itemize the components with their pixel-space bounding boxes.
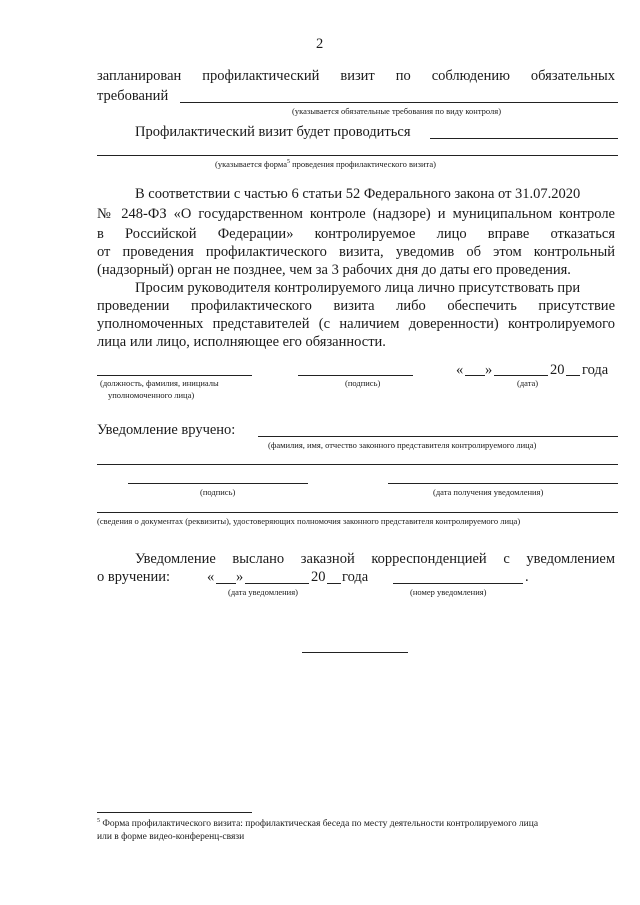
mailed-year-prefix: 20: [311, 569, 326, 585]
position-caption-line2: уполномоченного лица): [108, 390, 195, 400]
paragraph-request-line1: Просим руководителя контролируемого лица лично присутствовать при: [135, 280, 581, 296]
mailed-date-caption: (дата уведомления): [228, 587, 298, 597]
representative-extra-blank: [97, 464, 618, 465]
date-year-prefix: 20: [550, 362, 565, 378]
footnote-line2: или в форме видео-конференц-связи: [97, 832, 245, 842]
signature-blank-line: [298, 375, 413, 376]
paragraph-law-line5: (надзорный) орган не позднее, чем за 3 рабочих дня до даты его проведения.: [97, 262, 571, 278]
date-year-suffix: года: [582, 362, 609, 378]
footnote-line1: $^5$ Форма профилактического визита: профилактическая беседа по месту деятельности контролируемого лица: [97, 818, 539, 830]
paragraph-request-line2: проведении профилактического визита либо обеспечить присутствие: [97, 298, 615, 314]
mailed-period: .: [525, 569, 529, 585]
date-caption: (дата): [517, 378, 539, 388]
handed-signature-caption: (подпись): [200, 487, 236, 497]
mailed-number-blank: [393, 583, 523, 584]
paragraph-planned-visit-line1: запланирован профилактический визит по соблюдению обязательных: [97, 68, 615, 84]
visit-form-hint: (указывается форма$^5$ проведения профилактического визита): [215, 159, 436, 169]
position-blank-line: [97, 375, 252, 376]
mailed-date-open-quote: «: [207, 569, 215, 585]
date-year-blank: [566, 375, 580, 376]
visit-form-blank-line-2: [97, 155, 618, 156]
requirements-hint: (указывается обязательные требования по виду контроля): [292, 106, 502, 116]
signature-caption: (подпись): [345, 378, 381, 388]
mailed-year-blank: [327, 583, 341, 584]
end-separator-line: [302, 652, 408, 653]
footnote-ref-5: 5: [286, 159, 290, 166]
mailed-day-blank: [216, 583, 236, 584]
mailed-number-caption: (номер уведомления): [410, 587, 487, 597]
paragraph-law-line1: В соответствии с частью 6 статьи 52 Федерального закона от 31.07.2020: [135, 186, 581, 202]
mailed-month-blank: [245, 583, 309, 584]
handed-signature-blank: [128, 483, 308, 484]
handed-date-caption: (дата получения уведомления): [433, 487, 544, 497]
representative-name-caption: (фамилия, имя, отчество законного представителя контролируемого лица): [268, 440, 537, 450]
date-month-blank: [494, 375, 548, 376]
footnote-separator: [97, 812, 252, 813]
visit-form-blank-line-1: [430, 138, 618, 139]
visit-form-sentence: Профилактический визит будет проводиться: [135, 124, 411, 140]
position-caption-line1: (должность, фамилия, инициалы: [100, 378, 219, 388]
notice-mailed-line2: о вручении:: [97, 569, 171, 585]
date-day-blank: [465, 375, 485, 376]
date-close-quote: »: [485, 362, 493, 378]
documents-blank: [97, 512, 618, 513]
notice-mailed-line1: Уведомление выслано заказной корреспонденцией с уведомлением: [135, 551, 615, 567]
requirements-blank-line: [180, 102, 618, 103]
paragraph-law-line2: № 248-ФЗ «О государственном контроле (надзоре) и муниципальном контроле: [97, 206, 615, 222]
documents-caption: (сведения о документах (реквизиты), удостоверяющих полномочия законного представителя контролируемого лица): [97, 516, 521, 526]
paragraph-law-line4: от проведения профилактического визита, уведомив об этом контрольный: [97, 244, 615, 260]
footnote-mark: 5: [97, 818, 100, 824]
date-open-quote: «: [456, 362, 464, 378]
paragraph-request-line4: лица или лицо, исполняющее его обязанности.: [97, 334, 386, 350]
notice-handed-label: Уведомление вручено:: [97, 422, 236, 438]
page-number: 2: [316, 36, 324, 52]
handed-date-blank: [388, 483, 618, 484]
mailed-year-suffix: года: [342, 569, 369, 585]
mailed-date-close-quote: »: [236, 569, 244, 585]
paragraph-request-line3: уполномоченных представителей (с наличием доверенности) контролируемого: [97, 316, 615, 332]
paragraph-law-line3: в Российской Федерации» контролируемое лицо вправе отказаться: [97, 226, 615, 242]
representative-name-blank: [258, 436, 618, 437]
paragraph-planned-visit-line2: требований: [97, 88, 169, 104]
